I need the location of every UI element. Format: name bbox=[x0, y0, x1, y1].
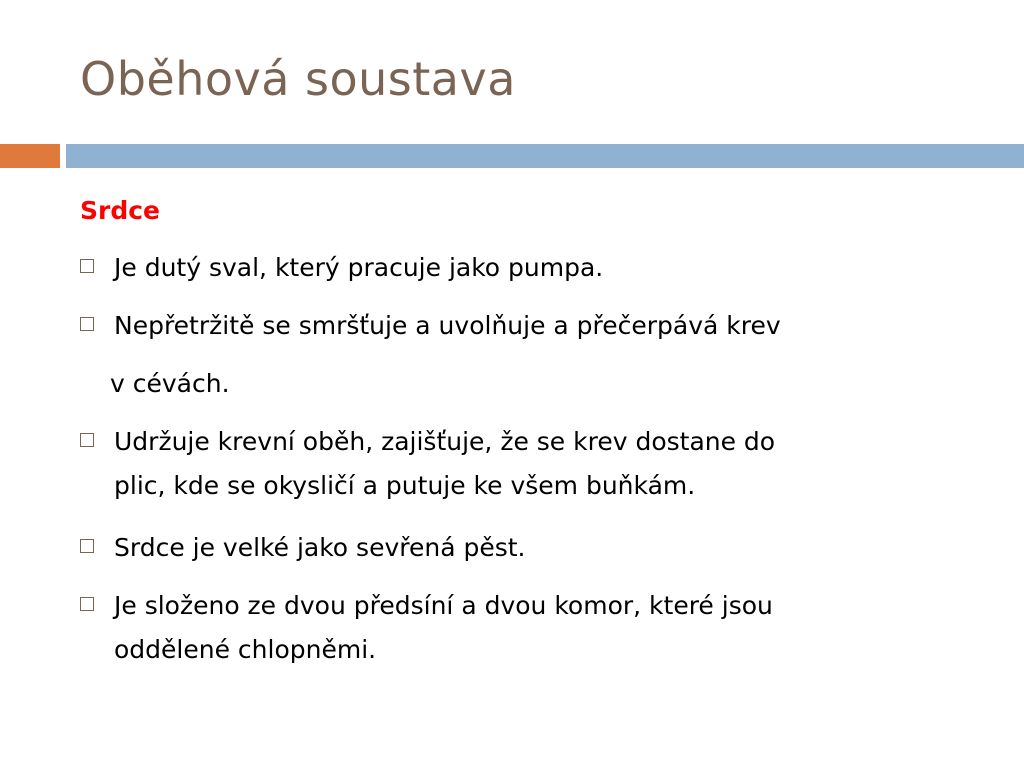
bullet-item bbox=[80, 526, 526, 570]
accent-bar-orange bbox=[0, 144, 60, 168]
bullet-item bbox=[80, 304, 781, 348]
bullet-line: oddělené chlopněmi. bbox=[114, 635, 377, 664]
subheading-srdce: Srdce bbox=[80, 196, 161, 225]
bullet-text bbox=[114, 246, 603, 290]
bullet-line: Udržuje krevní oběh, zajišťuje, že se krev dostane do bbox=[114, 427, 776, 456]
slide-title: Oběhová soustava bbox=[80, 52, 516, 106]
square-bullet-icon bbox=[80, 597, 94, 611]
square-bullet-icon bbox=[80, 433, 94, 447]
bullet-line: Je dutý sval, který pracuje jako pumpa. bbox=[114, 253, 604, 282]
accent-bar-blue bbox=[66, 144, 1024, 168]
bullet-item bbox=[80, 584, 773, 672]
bullet-continuation: v cévách. bbox=[110, 369, 230, 398]
bullet-item bbox=[80, 420, 775, 508]
bullet-text bbox=[114, 584, 773, 672]
bullet-text bbox=[114, 304, 781, 348]
square-bullet-icon bbox=[80, 539, 94, 553]
bullet-line: Srdce je velké jako sevřená pěst. bbox=[114, 533, 526, 562]
bullet-line: plic, kde se okysličí a putuje ke všem buňkám. bbox=[114, 471, 696, 500]
bullet-text bbox=[114, 420, 775, 508]
bullet-item bbox=[80, 246, 603, 290]
bullet-line: Je složeno ze dvou předsíní a dvou komor, které jsou bbox=[114, 591, 773, 620]
square-bullet-icon bbox=[80, 317, 94, 331]
bullet-text bbox=[114, 526, 526, 570]
square-bullet-icon bbox=[80, 259, 94, 273]
bullet-line: Nepřetržitě se smršťuje a uvolňuje a přečerpává krev bbox=[114, 311, 781, 340]
